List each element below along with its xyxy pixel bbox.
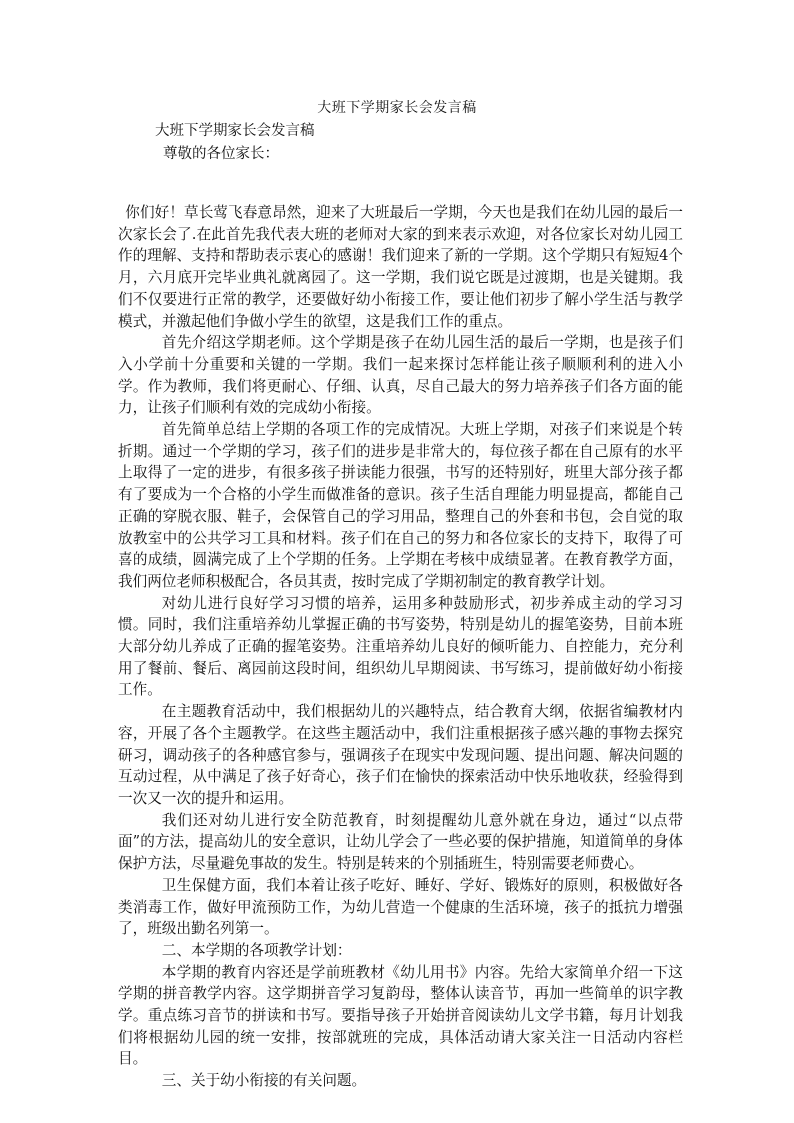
paragraph-health: 卫生保健方面，我们本着让孩子吃好、睡好、学好、锻炼好的原则，积极做好各类消毒工作，做好甲流预防工作，为幼儿营造一个健康的生活环境，孩子的抵抗力增强了，班级出勤名列第一。 <box>118 876 683 938</box>
paragraph-teachers: 首先介绍这学期老师。这个学期是孩子在幼儿园生活的最后一学期，也是孩子们入小学前十分重要和关键的一学期。我们一起来探讨怎样能让孩子顺顺利利的进入小学。作为教师，我们将更耐心、仔细、认真，尽自己最大的努力培养孩子们各方面的能力，让孩子们顺利有效的完成幼小衔接。 <box>118 334 683 417</box>
document-title: 大班下学期家长会发言稿 <box>317 100 477 116</box>
paragraph-greeting: 你们好！草长莺飞春意昂然，迎来了大班最后一学期，今天也是我们在幼儿园的最后一次家长会了.在此首先我代表大班的老师对大家的到来表示欢迎，对各位家长对幼儿园工作的理解、支持和帮助表示衷心的感谢！我们迎来了新的一学期。这个学期只有短短4个月，六月底开完毕业典礼就离园了。这一学期，我们说它既是过渡期，也是关键期。我们不仅要进行正常的教学，还要做好幼小衔接工作，要让他们初步了解小学生活与教学模式，并激起他们争做小学生的欲望，这是我们工作的重点。 <box>118 204 683 330</box>
paragraph-teaching-content: 本学期的教育内容还是学前班教材《幼儿用书》内容。先给大家简单介绍一下这学期的拼音教学内容。这学期拼音学习复韵母，整体认读音节，再加一些简单的识字教学。重点练习音节的拼读和书写。要指导孩子开始拼音阅读幼儿文学书籍，每月计划我们将根据幼儿园的统一安排，按部就班的完成，具体活动请大家关注一日活动内容栏目。 <box>118 963 683 1068</box>
document-subtitle: 大班下学期家长会发言稿 <box>155 123 315 139</box>
salutation: 尊敬的各位家长： <box>163 146 279 162</box>
section-heading-teaching-plan: 二、本学期的各项教学计划： <box>161 941 352 959</box>
paragraph-theme-education: 在主题教育活动中，我们根据幼儿的兴趣特点，结合教育大纲，依据省编教材内容，开展了各个主题教学。在这些主题活动中，我们注重根据孩子感兴趣的事物去探究研习，调动孩子的各种感官参与，强调孩子在现实中发现问题、提出问题、解决问题的互动过程，从中满足了孩子好奇心，孩子们在愉快的探索活动中快乐地收获，经验得到一次又一次的提升和运用。 <box>118 703 683 807</box>
paragraph-last-term-summary: 首先简单总结上学期的各项工作的完成情况。大班上学期，对孩子们来说是个转折期。通过一个学期的学习，孩子们的进步是非常大的，每位孩子都在自己原有的水平上取得了一定的进步，有很多孩子拼读能力很强，书写的还特别好，班里大部分孩子都有了要成为一个合格的小学生而做准备的意识。孩子生活自理能力明显提高，都能自己正确的穿脱衣服、鞋子，会保管自己的学习用品，整理自己的外套和书包，会自觉的取放教室中的公共学习工具和材料。孩子们在自己的努力和各位家长的支持下，取得了可喜的成绩，圆满完成了上个学期的任务。上学期在考核中成绩显著。在教育教学方面，我们两位老师积极配合，各员其责，按时完成了学期初制定的教育教学计划。 <box>118 421 683 590</box>
document-body <box>118 202 683 1092</box>
paragraph-study-habits: 对幼儿进行良好学习习惯的培养，运用多种鼓励形式，初步养成主动的学习习惯。同时，我们注重培养幼儿掌握正确的书写姿势，特别是幼儿的握笔姿势，目前本班大部分幼儿养成了正确的握笔姿势。注重培养幼儿良好的倾听能力、自控能力，充分利用了餐前、餐后、离园前这段时间，组织幼儿早期阅读、书写练习，提前做好幼小衔接工作。 <box>118 594 683 699</box>
paragraph-safety: 我们还对幼儿进行安全防范教育，时刻提醒幼儿意外就在身边，通过“以点带面”的方法，提高幼儿的安全意识，让幼儿学会了一些必要的保护措施，知道简单的身体保护方法，尽量避免事故的发生。特别是转来的个别插班生，特别需要老师费心。 <box>118 811 683 873</box>
section-heading-transition: 三、关于幼小衔接的有关问题。 <box>161 1072 367 1090</box>
